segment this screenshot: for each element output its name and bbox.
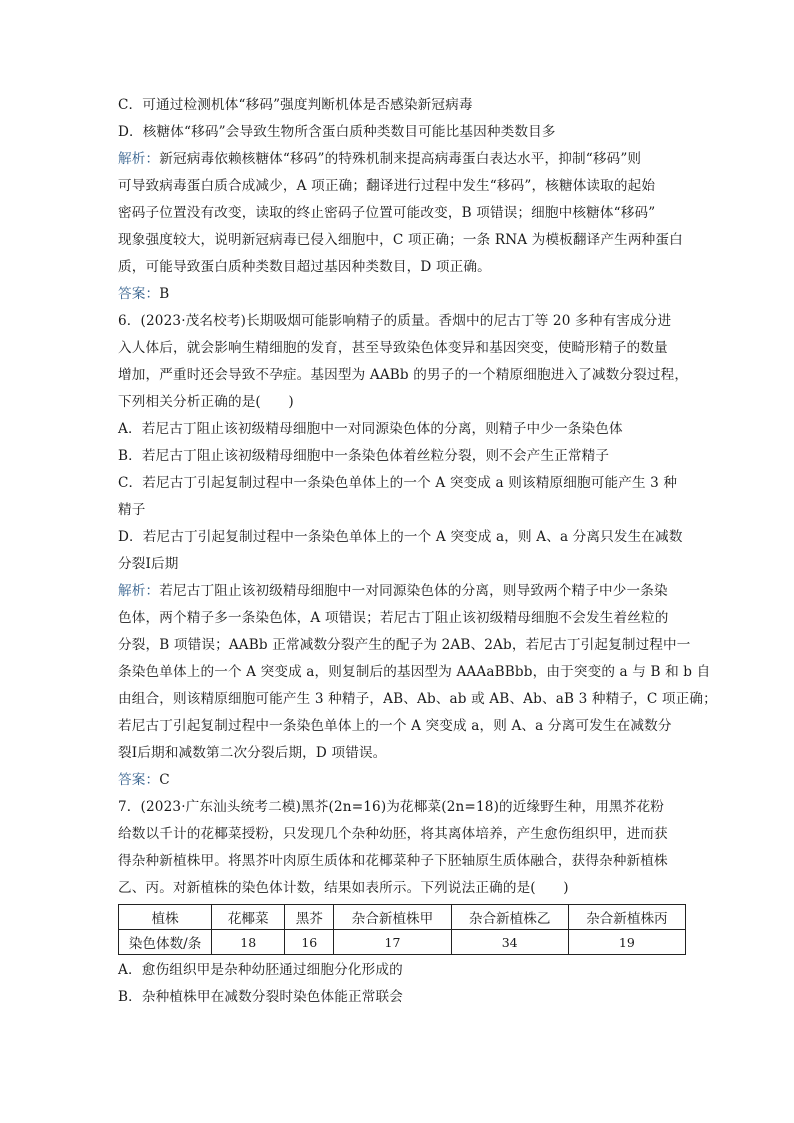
- table-header-cell: 杂合新植株丙: [568, 905, 685, 930]
- q7-stem-line: 得杂种新植株甲。将黑芥叶肉原生质体和花椰菜种子下胚轴原生质体融合，获得杂种新植株: [118, 853, 668, 869]
- q6-stem-line: 6．(2023·茂名校考)长期吸烟可能影响精子的质量。香烟中的尼古丁等 20 多种有害成分进: [118, 313, 672, 329]
- q5-analysis-label: 解析：: [118, 151, 160, 167]
- q6-analysis-line: 由组合，则该精原细胞可能产生 3 种精子，AB、Ab、ab 或 AB、Ab、aB 3 种精子，C 项正确；: [118, 691, 717, 707]
- q6-answer-value: C: [159, 772, 170, 788]
- q6-analysis-label: 解析：: [118, 583, 160, 599]
- q5-analysis-line: 现象强度较大，说明新冠病毒已侵入细胞中，C 项正确；一条 RNA 为模板翻译产生两种蛋白: [118, 232, 683, 248]
- q5-answer-value: B: [159, 286, 170, 302]
- table-row-label: 染色体数/条: [119, 930, 212, 955]
- q5-analysis-line: 密码子位置没有改变，读取的终止密码子位置可能改变，B 项错误；细胞中核糖体“移码”: [118, 205, 656, 221]
- q6-option-a: A．若尼古丁阻止该初级精母细胞中一对同源染色体的分离，则精子中少一条染色体: [118, 421, 623, 437]
- q5-answer-label: 答案：: [118, 286, 160, 302]
- chromosome-count-table: [118, 904, 686, 955]
- q6-analysis-line: 色体，两个精子多一条染色体，A 项错误；若尼古丁阻止该初级精母细胞不会发生着丝粒的: [118, 610, 669, 626]
- q7-stem-line: 7．(2023·广东汕头统考二模)黑芥(2n=16)为花椰菜(2n=18)的近缘野生种，用黑芥花粉: [118, 799, 664, 815]
- q6-option-b: B．若尼古丁阻止该初级精母细胞中一条染色体着丝粒分裂，则不会产生正常精子: [118, 448, 610, 464]
- q6-stem-line: 增加，严重时还会导致不孕症。基因型为 AABb 的男子的一个精原细胞进入了减数分裂过程，: [118, 367, 689, 383]
- q6-option-d: D．若尼古丁引起复制过程中一条染色单体上的一个 A 突变成 a，则 A、a 分离只发生在减数: [118, 529, 683, 545]
- q7-stem-line: 乙、丙。对新植株的染色体计数，结果如表所示。下列说法正确的是( ): [118, 880, 569, 896]
- q6-analysis-line: 条染色单体上的一个 A 突变成 a，则复制后的基因型为 AAAaBBbb，由于突变的 a 与 B 和 b 自: [118, 664, 711, 680]
- q7-option-b: B．杂种植株甲在减数分裂时染色体能正常联会: [118, 989, 404, 1005]
- table-cell: 16: [285, 930, 334, 955]
- q6-stem-line: 入人体后，就会影响生精细胞的发育，甚至导致染色体变异和基因突变，使畸形精子的数量: [118, 340, 668, 356]
- q5-answer: [118, 281, 688, 308]
- q6-answer: [118, 767, 688, 794]
- q7-option-a: A．愈伤组织甲是杂种幼胚通过细胞分化形成的: [118, 962, 403, 978]
- table-row: [119, 930, 686, 955]
- table-header-cell: 植株: [119, 905, 212, 930]
- document-content: [118, 92, 717, 1011]
- q6-analysis-line: 裂Ⅰ后期和减数第二次分裂后期，D 项错误。: [118, 745, 387, 761]
- q6-option-d: 分裂Ⅰ后期: [118, 556, 179, 572]
- q5-analysis-line: 可导致病毒蛋白质合成减少，A 项正确；翻译进行过程中发生“移码”，核糖体读取的起始: [118, 178, 656, 194]
- table-header-cell: 花椰菜: [212, 905, 285, 930]
- table-header-cell: 杂合新植株乙: [451, 905, 568, 930]
- q5-option-c: C．可通过检测机体“移码”强度判断机体是否感染新冠病毒: [118, 97, 473, 113]
- q7-stem-line: 给数以千计的花椰菜授粉，只发现几个杂种幼胚，将其离体培养，产生愈伤组织甲，进而获: [118, 826, 668, 842]
- table-cell: 19: [568, 930, 685, 955]
- q5-option-d: D．核糖体“移码”会导致生物所含蛋白质种类数目可能比基因种类数目多: [118, 124, 556, 140]
- q6-analysis-line: 若尼古丁引起复制过程中一条染色单体上的一个 A 突变成 a，则 A、a 分离可发生在减数分: [118, 718, 672, 734]
- table-cell: 17: [334, 930, 451, 955]
- table-cell: 34: [451, 930, 568, 955]
- table-header-row: [119, 905, 686, 930]
- q5-analysis-line: 解析：新冠病毒依赖核糖体“移码”的特殊机制来提高病毒蛋白表达水平，抑制“移码”则: [118, 151, 642, 167]
- q5-analysis-line: 质，可能导致蛋白质种类数目超过基因种类数目，D 项正确。: [118, 259, 491, 275]
- q6-option-c: 精子: [118, 502, 146, 518]
- q6-analysis-line: 分裂，B 项错误；AABb 正常减数分裂产生的配子为 2AB、2Ab，若尼古丁引起复制过程中一: [118, 637, 691, 653]
- table-header-cell: 杂合新植株甲: [334, 905, 451, 930]
- q6-answer-label: 答案：: [118, 772, 160, 788]
- q6-option-c: C．若尼古丁引起复制过程中一条染色单体上的一个 A 突变成 a 则该精原细胞可能产生 3 种: [118, 475, 678, 491]
- table-cell: 18: [212, 930, 285, 955]
- table-header-cell: 黑芥: [285, 905, 334, 930]
- q6-analysis-line: 解析：若尼古丁阻止该初级精母细胞中一对同源染色体的分离，则导致两个精子中少一条染: [118, 583, 668, 599]
- q6-stem-line: 下列相关分析正确的是( ): [118, 394, 294, 410]
